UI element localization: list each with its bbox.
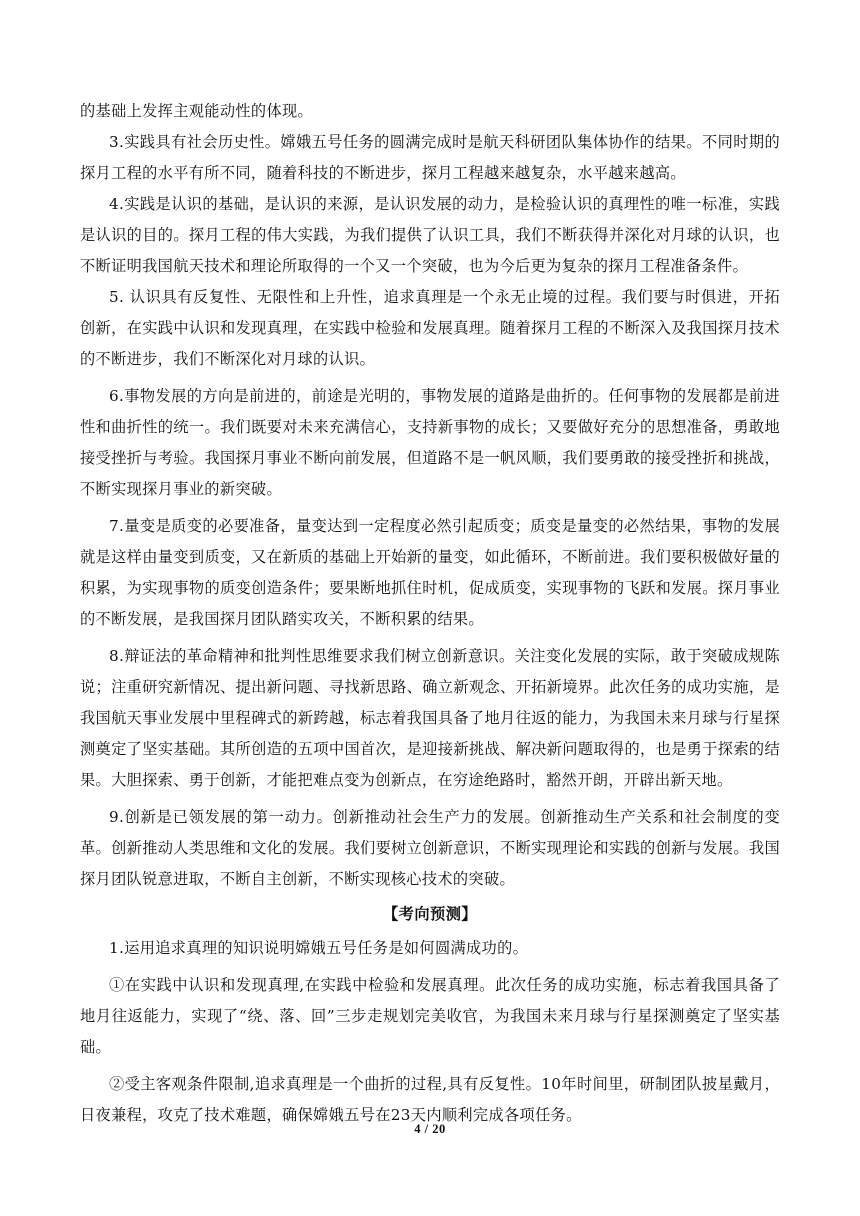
prediction-answer-1: ①在实践中认识和发现真理,在实践中检验和发展真理。此次任务的成功实施，标志着我国具备了地月往返能力，实现了“绕、落、回”三步走规划完美收官，为我国未来月球与行星探测奠定了坚实基础。 <box>80 976 780 1056</box>
document-page <box>80 96 780 1131</box>
section-heading: 【考向预测】 <box>382 905 478 923</box>
paragraph-4: 4.实践是认识的基础，是认识的来源，是认识发展的动力，是检验认识的真理性的唯一标准，实践是认识的目的。探月工程的伟大实践，为我们提供了认识工具，我们不断获得并深化对月球的认识，也不断证明我国航天技术和理论所取得的一个又一个突破，也为今后更为复杂的探月工程准备条件。 <box>80 195 780 275</box>
paragraph-9: 9.创新是已领发展的第一动力。创新推动社会生产力的发展。创新推动生产关系和社会制度的变革。创新推动人类思维和文化的发展。我们要树立创新意识，不断实现理论和实践的创新与发展。我国探月团队锐意进取，不断自主创新，不断实现核心技术的突破。 <box>80 808 780 888</box>
paragraph-5: 5. 认识具有反复性、无限性和上升性，追求真理是一个永无止境的过程。我们要与时俱进，开拓创新，在实践中认识和发现真理，在实践中检验和发展真理。随着探月工程的不断深入及我国探月技术的不断进步，我们不断深化对月球的认识。 <box>80 288 780 368</box>
paragraph-continuation: 的基础上发挥主观能动性的体现。 <box>80 102 314 120</box>
prediction-question: 1.运用追求真理的知识说明嫦娥五号任务是如何圆满成功的。 <box>109 939 529 957</box>
page-number: 4 / 20 <box>414 1122 446 1136</box>
paragraph-3: 3.实践具有社会历史性。嫦娥五号任务的圆满完成时是航天科研团队集体协作的结果。不同时期的探月工程的水平有所不同，随着科技的不断进步，探月工程越来越复杂，水平越来越高。 <box>80 133 780 182</box>
paragraph-7: 7.量变是质变的必要准备，量变达到一定程度必然引起质变；质变是量变的必然结果，事物的发展就是这样由量变到质变，又在新质的基础上开始新的量变，如此循环，不断前进。我们要积极做好量的积累，为实现事物的质变创造条件；要果断地抓住时机，促成质变，实现事物的飞跃和发展。探月事业的不断发展，是我国探月团队踏实攻关，不断积累的结果。 <box>80 517 780 628</box>
paragraph-8: 8.辩证法的革命精神和批判性思维要求我们树立创新意识。关注变化发展的实际，敢于突破成规陈说；注重研究新情况、提出新问题、寻找新思路、确立新观念、开拓新境界。此次任务的成功实施，是我国航天事业发展中里程碑式的新跨越，标志着我国具备了地月往返的能力，为我国未来月球与行星探测奠定了坚实基础。其所创造的五项中国首次，是迎接新挑战、解决新问题取得的，也是勇于探索的结果。大胆探索、勇于创新，才能把难点变为创新点，在穷途绝路时，豁然开朗，开辟出新天地。 <box>80 647 780 789</box>
paragraph-6: 6.事物发展的方向是前进的，前途是光明的，事物发展的道路是曲折的。任何事物的发展都是前进性和曲折性的统一。我们既要对未来充满信心，支持新事物的成长；又要做好充分的思想准备，勇敢地接受挫折与考验。我国探月事业不断向前发展，但道路不是一帆风顺，我们要勇敢的接受挫折和挑战，不断实现探月事业的新突破。 <box>80 387 780 498</box>
prediction-answer-2: ②受主客观条件限制,追求真理是一个曲折的过程,具有反复性。10年时间里，研制团队披星戴月，日夜兼程，攻克了技术难题，确保嫦娥五号在23天内顺利完成各项任务。 <box>80 1075 780 1124</box>
